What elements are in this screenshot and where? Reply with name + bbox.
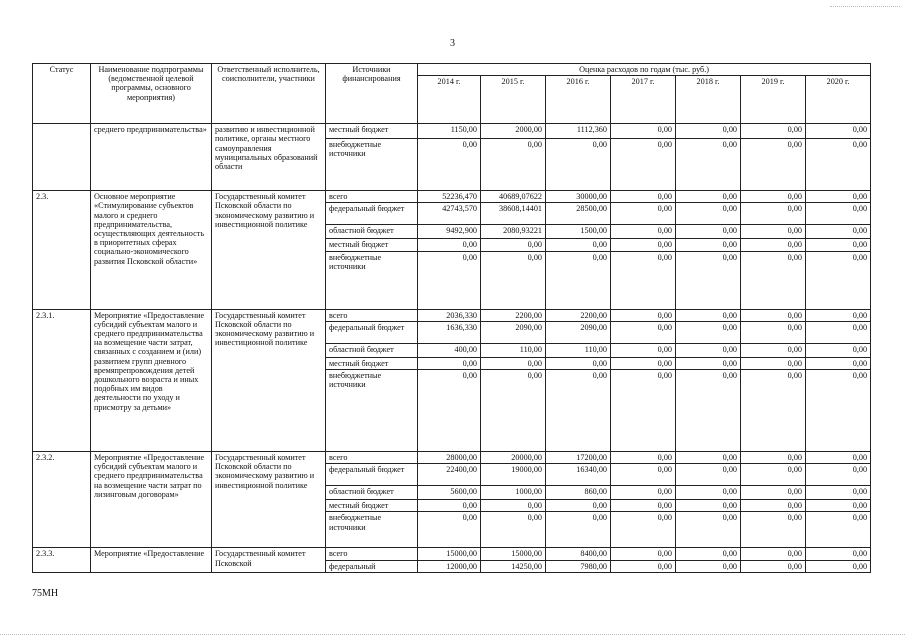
- cell-value: 20000,00: [481, 452, 546, 464]
- header-sources: Источники финансирования: [326, 64, 418, 124]
- table-row: [33, 124, 871, 139]
- cell-value: 0,00: [741, 225, 806, 239]
- cell-value: 0,00: [611, 486, 676, 500]
- cell-value: 0,00: [676, 139, 741, 191]
- table-row: [33, 309, 871, 321]
- cell-value: 0,00: [611, 464, 676, 486]
- cell-value: 30000,00: [546, 191, 611, 203]
- table-row: [33, 548, 871, 560]
- cell-value: 2090,00: [546, 321, 611, 343]
- cell-value: 0,00: [611, 203, 676, 225]
- cell-source: федеральный бюджет: [326, 203, 418, 225]
- cell-source: внебюджетные источники: [326, 370, 418, 452]
- cell-value: 0,00: [806, 452, 871, 464]
- cell-value: 0,00: [806, 139, 871, 191]
- header-year: 2019 г.: [741, 76, 806, 124]
- cell-value: 0,00: [676, 251, 741, 309]
- cell-source: всего: [326, 548, 418, 560]
- cell-value: 0,00: [741, 124, 806, 139]
- cell-value: 0,00: [418, 512, 481, 548]
- cell-value: 38608,14401: [481, 203, 546, 225]
- cell-value: 0,00: [481, 512, 546, 548]
- table-body: [33, 124, 871, 573]
- cell-value: 0,00: [418, 370, 481, 452]
- cell-value: 0,00: [481, 239, 546, 251]
- cell-value: 7980,00: [546, 560, 611, 572]
- cell-value: 0,00: [806, 560, 871, 572]
- cell-name: Мероприятие «Предоставление субсидий субъектам малого и среднего предпринимательства на возмещение части затрат, связанных с созданием и (или) развитием групп дневного времяпрепровождения детей дошкольного возраста и иных подобных им видов деятельности по уходу и присмотру за детьми»: [91, 309, 212, 451]
- cell-executor: Государственный комитет Псковской области по экономическому развитию и инвестиционной политике: [212, 309, 326, 451]
- cell-value: 0,00: [741, 139, 806, 191]
- cell-value: 52236,470: [418, 191, 481, 203]
- cell-source: федеральный: [326, 560, 418, 572]
- cell-value: 0,00: [481, 139, 546, 191]
- cell-value: 0,00: [418, 239, 481, 251]
- cell-status: 2.3.2.: [33, 452, 91, 548]
- cell-source: всего: [326, 191, 418, 203]
- cell-status: 2.3.: [33, 191, 91, 309]
- cell-value: 0,00: [741, 251, 806, 309]
- cell-executor: Государственный комитет Псковской области по экономическому развитию и инвестиционной политике: [212, 452, 326, 548]
- header-year: 2017 г.: [611, 76, 676, 124]
- cell-value: 0,00: [676, 203, 741, 225]
- cell-value: 0,00: [741, 357, 806, 369]
- cell-value: 0,00: [806, 357, 871, 369]
- cell-value: 0,00: [741, 500, 806, 512]
- header-year: 2020 г.: [806, 76, 871, 124]
- cell-executor: развитию и инвестиционной политике, органы местного самоуправления муниципальных образований области: [212, 124, 326, 191]
- cell-value: 5600,00: [418, 486, 481, 500]
- cell-value: 0,00: [741, 343, 806, 357]
- cell-value: 12000,00: [418, 560, 481, 572]
- cell-source: федеральный бюджет: [326, 464, 418, 486]
- cell-value: 0,00: [806, 486, 871, 500]
- cell-value: 0,00: [676, 357, 741, 369]
- cell-value: 0,00: [806, 239, 871, 251]
- cell-value: 22400,00: [418, 464, 481, 486]
- cell-value: 14250,00: [481, 560, 546, 572]
- cell-value: 0,00: [806, 203, 871, 225]
- cell-value: 0,00: [676, 452, 741, 464]
- cell-value: 2090,00: [481, 321, 546, 343]
- cell-value: 0,00: [676, 512, 741, 548]
- cell-value: 0,00: [806, 343, 871, 357]
- cell-source: областной бюджет: [326, 225, 418, 239]
- header-year: 2014 г.: [418, 76, 481, 124]
- page-number: 3: [450, 38, 455, 49]
- cell-value: 8400,00: [546, 548, 611, 560]
- cell-value: 110,00: [546, 343, 611, 357]
- cell-value: 2200,00: [546, 309, 611, 321]
- cell-value: 0,00: [481, 357, 546, 369]
- cell-value: 19000,00: [481, 464, 546, 486]
- cell-value: 0,00: [676, 191, 741, 203]
- cell-value: 15000,00: [481, 548, 546, 560]
- cell-value: 0,00: [611, 357, 676, 369]
- cell-value: 0,00: [676, 239, 741, 251]
- cell-value: 0,00: [546, 251, 611, 309]
- cell-source: областной бюджет: [326, 486, 418, 500]
- cell-value: 1112,360: [546, 124, 611, 139]
- cell-source: местный бюджет: [326, 124, 418, 139]
- cell-value: 110,00: [481, 343, 546, 357]
- cell-value: 2200,00: [481, 309, 546, 321]
- cell-value: 0,00: [546, 370, 611, 452]
- cell-value: 15000,00: [418, 548, 481, 560]
- cell-value: 0,00: [741, 464, 806, 486]
- cell-value: 0,00: [741, 203, 806, 225]
- cell-value: 0,00: [741, 370, 806, 452]
- cell-value: 0,00: [546, 357, 611, 369]
- header-estimate: Оценка расходов по годам (тыс. руб.): [418, 64, 871, 76]
- cell-value: 42743,570: [418, 203, 481, 225]
- cell-value: 0,00: [676, 486, 741, 500]
- cell-value: 0,00: [676, 548, 741, 560]
- cell-value: 1636,330: [418, 321, 481, 343]
- header-year: 2015 г.: [481, 76, 546, 124]
- cell-value: 0,00: [418, 357, 481, 369]
- cell-value: 0,00: [611, 225, 676, 239]
- cell-value: 0,00: [418, 139, 481, 191]
- cell-source: внебюджетные источники: [326, 512, 418, 548]
- cell-value: 0,00: [676, 124, 741, 139]
- cell-value: 0,00: [741, 512, 806, 548]
- table-row: [33, 191, 871, 203]
- cell-value: 28000,00: [418, 452, 481, 464]
- cell-value: 1500,00: [546, 225, 611, 239]
- header-year: 2018 г.: [676, 76, 741, 124]
- cell-value: 0,00: [676, 343, 741, 357]
- cell-value: 0,00: [741, 548, 806, 560]
- cell-value: 0,00: [481, 500, 546, 512]
- cell-value: 0,00: [611, 512, 676, 548]
- cell-source: внебюджетные источники: [326, 139, 418, 191]
- cell-name: среднего предпринимательства»: [91, 124, 212, 191]
- cell-value: 0,00: [676, 321, 741, 343]
- cell-value: 0,00: [546, 500, 611, 512]
- cell-value: 0,00: [741, 309, 806, 321]
- cell-value: 0,00: [546, 239, 611, 251]
- cell-value: 0,00: [806, 124, 871, 139]
- cell-source: местный бюджет: [326, 357, 418, 369]
- cell-value: 0,00: [611, 124, 676, 139]
- cell-value: 0,00: [611, 370, 676, 452]
- cell-value: 0,00: [806, 464, 871, 486]
- header-name: Наименование подпрограммы (ведомственной целевой программы, основного мероприятия): [91, 64, 212, 124]
- header-year: 2016 г.: [546, 76, 611, 124]
- cell-value: 0,00: [611, 560, 676, 572]
- footer-code: 75МН: [32, 588, 59, 599]
- scan-artifact-bottom: [0, 634, 905, 636]
- cell-value: 860,00: [546, 486, 611, 500]
- scan-artifact-top: [830, 6, 900, 8]
- cell-value: 1150,00: [418, 124, 481, 139]
- cell-value: 0,00: [611, 239, 676, 251]
- cell-value: 0,00: [806, 548, 871, 560]
- cell-value: 400,00: [418, 343, 481, 357]
- cell-source: всего: [326, 309, 418, 321]
- cell-value: 0,00: [806, 500, 871, 512]
- cell-value: 0,00: [611, 251, 676, 309]
- cell-value: 0,00: [611, 452, 676, 464]
- cell-value: 1000,00: [481, 486, 546, 500]
- cell-status: [33, 124, 91, 191]
- header-status: Статус: [33, 64, 91, 124]
- cell-value: 0,00: [546, 139, 611, 191]
- cell-value: 0,00: [806, 225, 871, 239]
- cell-value: 0,00: [611, 191, 676, 203]
- table-row: [33, 452, 871, 464]
- cell-source: областной бюджет: [326, 343, 418, 357]
- cell-value: 0,00: [806, 309, 871, 321]
- cell-source: федеральный бюджет: [326, 321, 418, 343]
- cell-value: 0,00: [611, 343, 676, 357]
- cell-value: 0,00: [611, 500, 676, 512]
- cell-source: местный бюджет: [326, 239, 418, 251]
- cell-value: 16340,00: [546, 464, 611, 486]
- cell-executor: Государственный комитет Псковской: [212, 548, 326, 572]
- cell-value: 0,00: [481, 251, 546, 309]
- cell-value: 0,00: [611, 321, 676, 343]
- cell-value: 0,00: [611, 548, 676, 560]
- cell-value: 0,00: [741, 560, 806, 572]
- cell-value: 0,00: [546, 512, 611, 548]
- cell-value: 0,00: [676, 464, 741, 486]
- cell-status: 2.3.3.: [33, 548, 91, 572]
- cell-value: 2080,93221: [481, 225, 546, 239]
- cell-source: всего: [326, 452, 418, 464]
- cell-value: 0,00: [611, 139, 676, 191]
- cell-value: 0,00: [741, 191, 806, 203]
- cell-name: Мероприятие «Предоставление: [91, 548, 212, 572]
- cell-value: 0,00: [806, 512, 871, 548]
- cell-value: 0,00: [741, 321, 806, 343]
- header-executor: Ответственный исполнитель, соисполнители, участники: [212, 64, 326, 124]
- cell-value: 0,00: [741, 486, 806, 500]
- cell-value: 17200,00: [546, 452, 611, 464]
- cell-value: 0,00: [676, 309, 741, 321]
- cell-value: 2000,00: [481, 124, 546, 139]
- cell-value: 0,00: [676, 560, 741, 572]
- cell-name: Мероприятие «Предоставление субсидий субъектам малого и среднего предпринимательства на возмещение части затрат по лизинговым договорам»: [91, 452, 212, 548]
- cell-name: Основное мероприятие «Стимулирование субъектов малого и среднего предпринимательства, осуществляющих деятельность в приоритетных сферах социально-экономического развития Псковской области»: [91, 191, 212, 309]
- cell-source: внебюджетные источники: [326, 251, 418, 309]
- cell-value: 0,00: [741, 239, 806, 251]
- cell-value: 0,00: [806, 191, 871, 203]
- budget-table: [32, 63, 871, 573]
- cell-value: 40689,07622: [481, 191, 546, 203]
- cell-value: 0,00: [806, 321, 871, 343]
- cell-value: 0,00: [806, 370, 871, 452]
- cell-value: 0,00: [418, 251, 481, 309]
- cell-value: 0,00: [611, 309, 676, 321]
- cell-executor: Государственный комитет Псковской области по экономическому развитию и инвестиционной политике: [212, 191, 326, 309]
- cell-value: 0,00: [481, 370, 546, 452]
- cell-value: 28500,00: [546, 203, 611, 225]
- cell-value: 0,00: [676, 225, 741, 239]
- cell-value: 0,00: [741, 452, 806, 464]
- cell-value: 9492,900: [418, 225, 481, 239]
- cell-value: 2036,330: [418, 309, 481, 321]
- cell-value: 0,00: [676, 500, 741, 512]
- cell-value: 0,00: [806, 251, 871, 309]
- cell-value: 0,00: [676, 370, 741, 452]
- cell-source: местный бюджет: [326, 500, 418, 512]
- cell-status: 2.3.1.: [33, 309, 91, 451]
- cell-value: 0,00: [418, 500, 481, 512]
